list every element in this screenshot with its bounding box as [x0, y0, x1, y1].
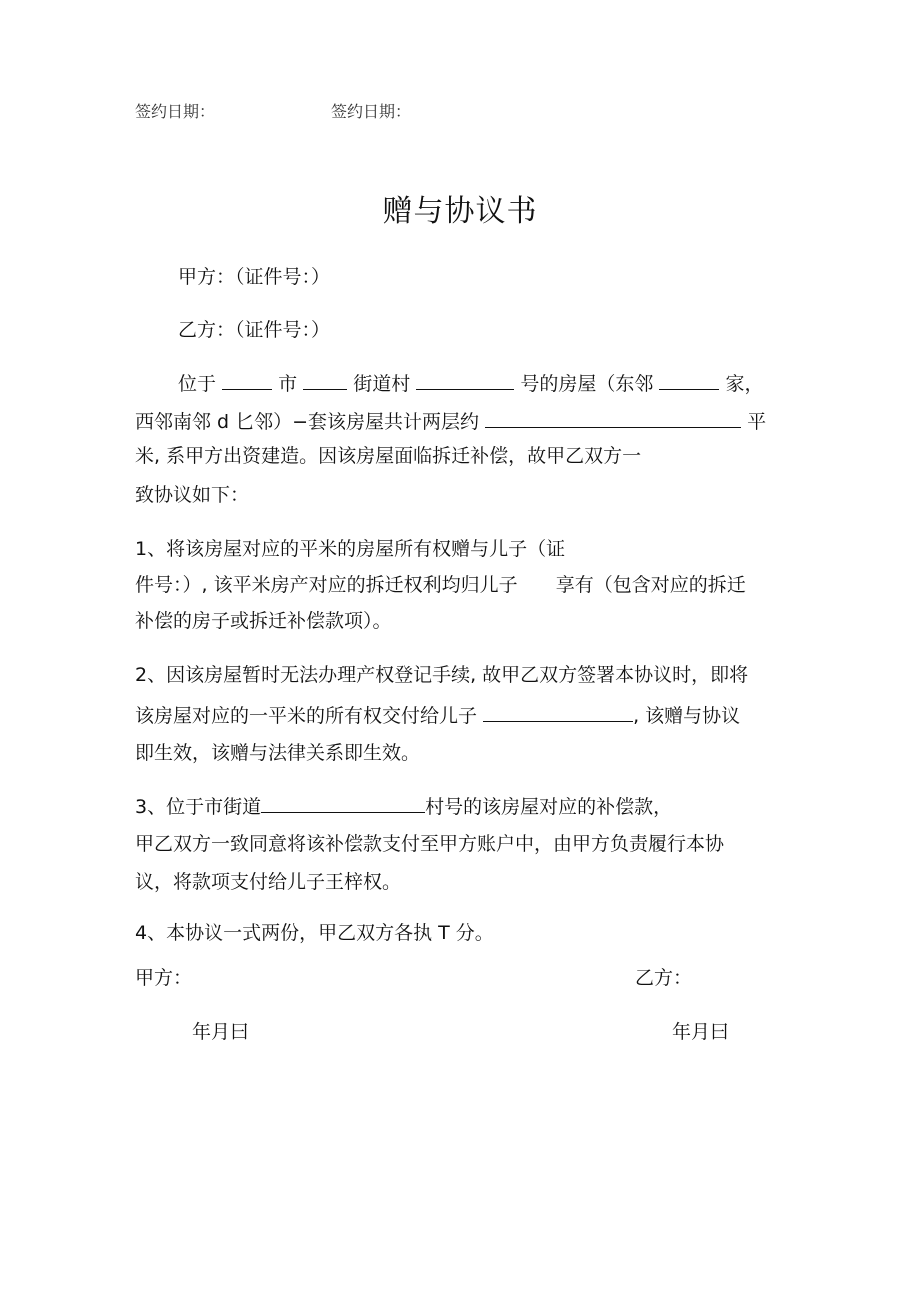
clause3-line-1	[135, 794, 672, 819]
intro-text-street: 街道村	[353, 373, 411, 395]
city-blank[interactable]	[222, 371, 272, 390]
party-a-line: 甲方：（证件号：）	[178, 266, 331, 288]
intro-line-1	[178, 371, 763, 396]
intro-text-neighbors: 西邻南邻 d 匕邻）−套该房屋共计两层约	[135, 411, 480, 433]
clause2-text-a: 该房屋对应的一平米的所有权交付给儿子	[135, 705, 478, 727]
party-b-date: 年月曰	[672, 1021, 730, 1043]
sign-date-label-1: 签约日期：	[135, 102, 216, 121]
clause3-text-a: 3、位于市街道	[135, 796, 262, 818]
party-a-date: 年月曰	[192, 1021, 250, 1043]
clause1-text-a: 件号：）, 该平米房产对应的拆迁权利均归儿子	[135, 574, 518, 596]
clause2-line-1: 2、因该房屋暂时无法办理产权登记手续, 故甲乙双方签署本协议时，即将	[135, 664, 749, 686]
intro-line-4: 致协议如下：	[135, 484, 250, 506]
house-number-blank[interactable]	[416, 371, 514, 390]
sign-date-label-2: 签约日期：	[331, 102, 412, 121]
document-title: 赠与协议书	[382, 194, 538, 229]
east-neighbor-blank[interactable]	[659, 371, 719, 390]
clause4-line-1: 4、本协议一式两份，甲乙双方各执 T 分。	[135, 922, 494, 944]
party-a-signature-label: 甲方：	[135, 967, 193, 989]
intro-text-house: 号的房屋（东邻	[520, 373, 654, 395]
intro-text-ping: 平	[747, 411, 767, 433]
son-name-blank[interactable]	[483, 703, 633, 722]
intro-text-city: 市	[278, 373, 298, 395]
clause3-line-3: 议，将款项支付给儿子王梓权。	[135, 871, 402, 893]
clause1-line-2	[135, 573, 746, 597]
clause2-line-3: 即生效，该赠与法律关系即生效。	[135, 742, 421, 764]
area-blank[interactable]	[485, 409, 741, 428]
clause2-text-b: , 该赠与协议	[633, 705, 741, 727]
village-blank[interactable]	[261, 794, 425, 813]
intro-line-2	[135, 409, 766, 434]
clause1-line-1: 1、将该房屋对应的平米的房屋所有权赠与儿子（证	[135, 538, 566, 560]
street-blank[interactable]	[303, 371, 347, 390]
intro-line-3: 米, 系甲方出资建造。因该房屋面临拆迁补偿，故甲乙双方一	[135, 445, 642, 467]
clause2-line-2	[135, 703, 740, 728]
party-b-line: 乙方：（证件号：）	[178, 319, 331, 341]
intro-text-family: 家，	[725, 373, 764, 395]
intro-text-located: 位于	[178, 373, 217, 395]
clause3-text-b: 村号的该房屋对应的补偿款，	[425, 796, 673, 818]
party-b-signature-label: 乙方：	[635, 967, 693, 989]
clause1-line-3: 补偿的房子或拆迁补偿款项）。	[135, 610, 392, 632]
clause3-line-2: 甲乙双方一致同意将该补偿款支付至甲方账户中，由甲方负责履行本协	[135, 833, 725, 855]
clause1-text-b: 享有（包含对应的拆迁	[555, 574, 746, 596]
